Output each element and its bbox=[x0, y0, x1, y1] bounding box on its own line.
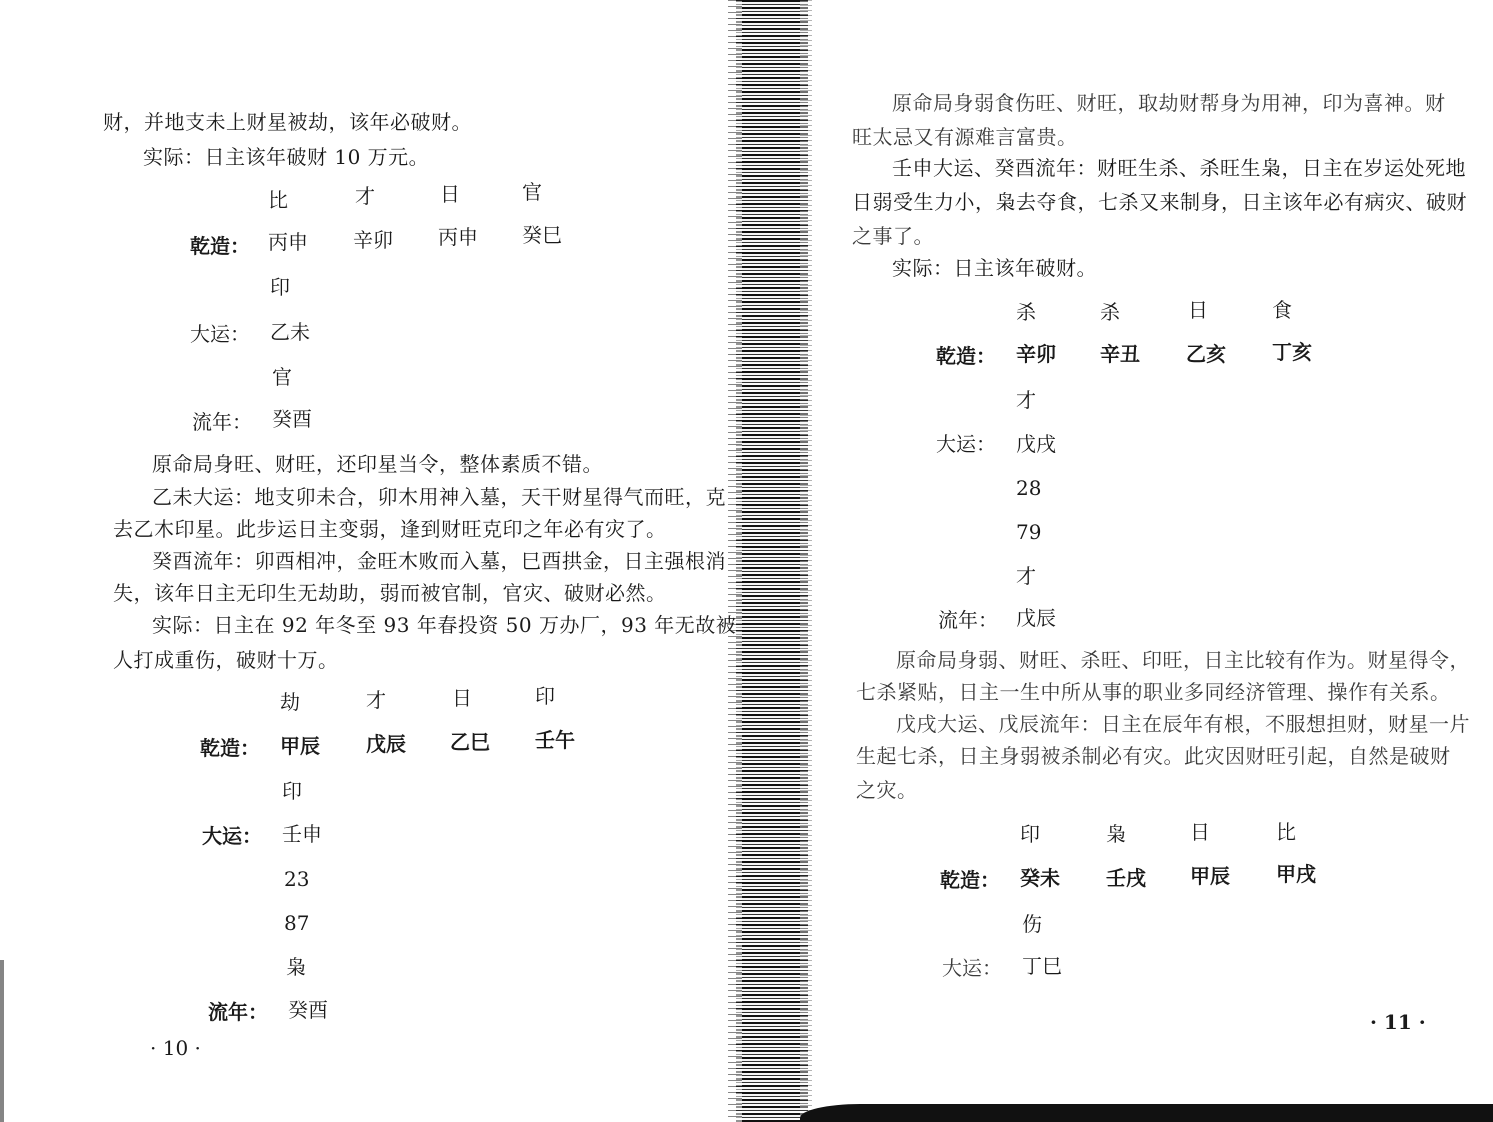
qianzao-label: 乾造： bbox=[940, 868, 1000, 892]
dayun-label: 大运： bbox=[202, 824, 262, 848]
dayun-label: 大运： bbox=[190, 322, 250, 346]
text-line: 原命局身弱、财旺、杀旺、印旺，日主比较有作为。财星得令， bbox=[896, 648, 1470, 672]
dayun-god: 印 bbox=[270, 275, 290, 299]
pillar: 癸未 bbox=[1020, 866, 1060, 890]
ten-god-label: 杀 bbox=[1016, 300, 1036, 324]
dayun-god: 才 bbox=[1016, 388, 1036, 412]
text-line: 旺太忌又有源难言富贵。 bbox=[852, 125, 1078, 149]
text-line: 七杀紧贴，日主一生中所从事的职业多同经济管理、操作有关系。 bbox=[856, 680, 1451, 704]
text-line: 之灾。 bbox=[856, 778, 918, 802]
age-year: 87 bbox=[284, 911, 310, 935]
dayun-god: 印 bbox=[282, 779, 302, 803]
ten-god-label: 才 bbox=[355, 184, 375, 208]
pillar: 辛卯 bbox=[353, 228, 393, 252]
page-number: · 11 · bbox=[1370, 1010, 1426, 1034]
pillar: 壬戌 bbox=[1106, 866, 1146, 890]
liunian-god: 官 bbox=[272, 365, 292, 389]
liunian-pillar: 癸酉 bbox=[272, 407, 312, 431]
ten-god-label: 官 bbox=[522, 180, 542, 204]
liunian-pillar: 戊辰 bbox=[1016, 606, 1056, 630]
text-line: 失，该年日主无印生无劫助，弱而被官制，官灾、破财必然。 bbox=[113, 581, 667, 605]
text-line: 乙未大运：地支卯未合，卯木用神入墓，天干财星得气而旺，克 bbox=[152, 485, 726, 509]
text-line: 实际：日主该年破财。 bbox=[892, 256, 1097, 280]
text-line: 实际：日主该年破财 10 万元。 bbox=[143, 145, 430, 169]
left-page bbox=[0, 0, 740, 1122]
page-number: · 10 · bbox=[150, 1036, 201, 1060]
ten-god-label: 劫 bbox=[280, 690, 300, 714]
ten-god-label: 杀 bbox=[1100, 300, 1120, 324]
text-line: 生起七杀，日主身弱被杀制必有灾。此灾因财旺引起，自然是破财 bbox=[856, 744, 1451, 768]
pillar: 丙申 bbox=[268, 230, 308, 254]
ten-god-label: 比 bbox=[268, 188, 288, 212]
text-line: 原命局身弱食伤旺、财旺，取劫财帮身为用神，印为喜神。财 bbox=[892, 91, 1446, 115]
dayun-pillar: 戊戌 bbox=[1016, 432, 1056, 456]
text-line: 人打成重伤，破财十万。 bbox=[113, 648, 339, 672]
pillar: 戊辰 bbox=[366, 732, 406, 756]
pillar: 甲戌 bbox=[1276, 862, 1316, 886]
ten-god-label: 印 bbox=[535, 684, 555, 708]
ten-god-label: 枭 bbox=[1106, 822, 1126, 846]
pillar: 壬午 bbox=[535, 728, 575, 752]
age-year: 79 bbox=[1016, 520, 1042, 544]
qianzao-label: 乾造： bbox=[190, 234, 250, 258]
ten-god-label: 比 bbox=[1276, 820, 1296, 844]
liunian-label: 流年： bbox=[192, 410, 252, 434]
ten-god-label: 食 bbox=[1272, 298, 1292, 322]
pillar: 辛丑 bbox=[1100, 342, 1140, 366]
dayun-pillar: 壬申 bbox=[282, 822, 322, 846]
qianzao-label: 乾造： bbox=[936, 344, 996, 368]
dayun-pillar: 乙未 bbox=[270, 320, 310, 344]
text-line: 财，并地支未上财星被劫，该年必破财。 bbox=[103, 110, 472, 134]
right-page bbox=[800, 0, 1493, 1122]
ten-god-label: 日 bbox=[1188, 298, 1208, 322]
age-start: 28 bbox=[1016, 476, 1042, 500]
text-line: 癸酉流年：卯酉相冲，金旺木败而入墓，巳酉拱金，日主强根消 bbox=[152, 549, 726, 573]
dayun-label: 大运： bbox=[936, 432, 996, 456]
pillar: 丙申 bbox=[438, 225, 478, 249]
dayun-god: 伤 bbox=[1022, 912, 1042, 936]
liunian-pillar: 癸酉 bbox=[288, 998, 328, 1022]
liunian-god: 枭 bbox=[286, 955, 306, 979]
ten-god-label: 日 bbox=[1190, 820, 1210, 844]
ten-god-label: 日 bbox=[440, 182, 460, 206]
ten-god-label: 印 bbox=[1020, 822, 1040, 846]
liunian-god: 才 bbox=[1016, 564, 1036, 588]
liunian-label: 流年： bbox=[938, 608, 998, 632]
text-line: 去乙木印星。此步运日主变弱，逢到财旺克印之年必有灾了。 bbox=[113, 517, 667, 541]
dayun-pillar: 丁巳 bbox=[1022, 954, 1062, 978]
ten-god-label: 日 bbox=[452, 686, 472, 710]
qianzao-label: 乾造： bbox=[200, 736, 260, 760]
ten-god-label: 才 bbox=[366, 688, 386, 712]
pillar: 甲辰 bbox=[280, 734, 320, 758]
text-line: 之事了。 bbox=[852, 224, 934, 248]
pillar: 癸巳 bbox=[522, 223, 562, 247]
pillar: 乙巳 bbox=[450, 730, 490, 754]
pillar: 丁亥 bbox=[1272, 340, 1312, 364]
pillar: 乙亥 bbox=[1186, 342, 1226, 366]
pillar: 甲辰 bbox=[1190, 864, 1230, 888]
pillar: 辛卯 bbox=[1016, 342, 1056, 366]
liunian-label: 流年： bbox=[208, 1000, 268, 1024]
dayun-label: 大运： bbox=[942, 956, 1002, 980]
text-line: 原命局身旺、财旺，还印星当令，整体素质不错。 bbox=[152, 452, 603, 476]
text-line: 实际：日主在 92 年冬至 93 年春投资 50 万办厂，93 年无故被 bbox=[152, 613, 737, 637]
text-line: 日弱受生力小，枭去夺食，七杀又来制身，日主该年必有病灾、破财 bbox=[852, 190, 1467, 214]
book-gutter bbox=[736, 0, 808, 1122]
age-start: 23 bbox=[284, 867, 310, 891]
text-line: 壬申大运、癸酉流年：财旺生杀、杀旺生枭，日主在岁运处死地 bbox=[892, 156, 1466, 180]
text-line: 戊戌大运、戊辰流年：日主在辰年有根，不服想担财，财星一片 bbox=[896, 712, 1470, 736]
